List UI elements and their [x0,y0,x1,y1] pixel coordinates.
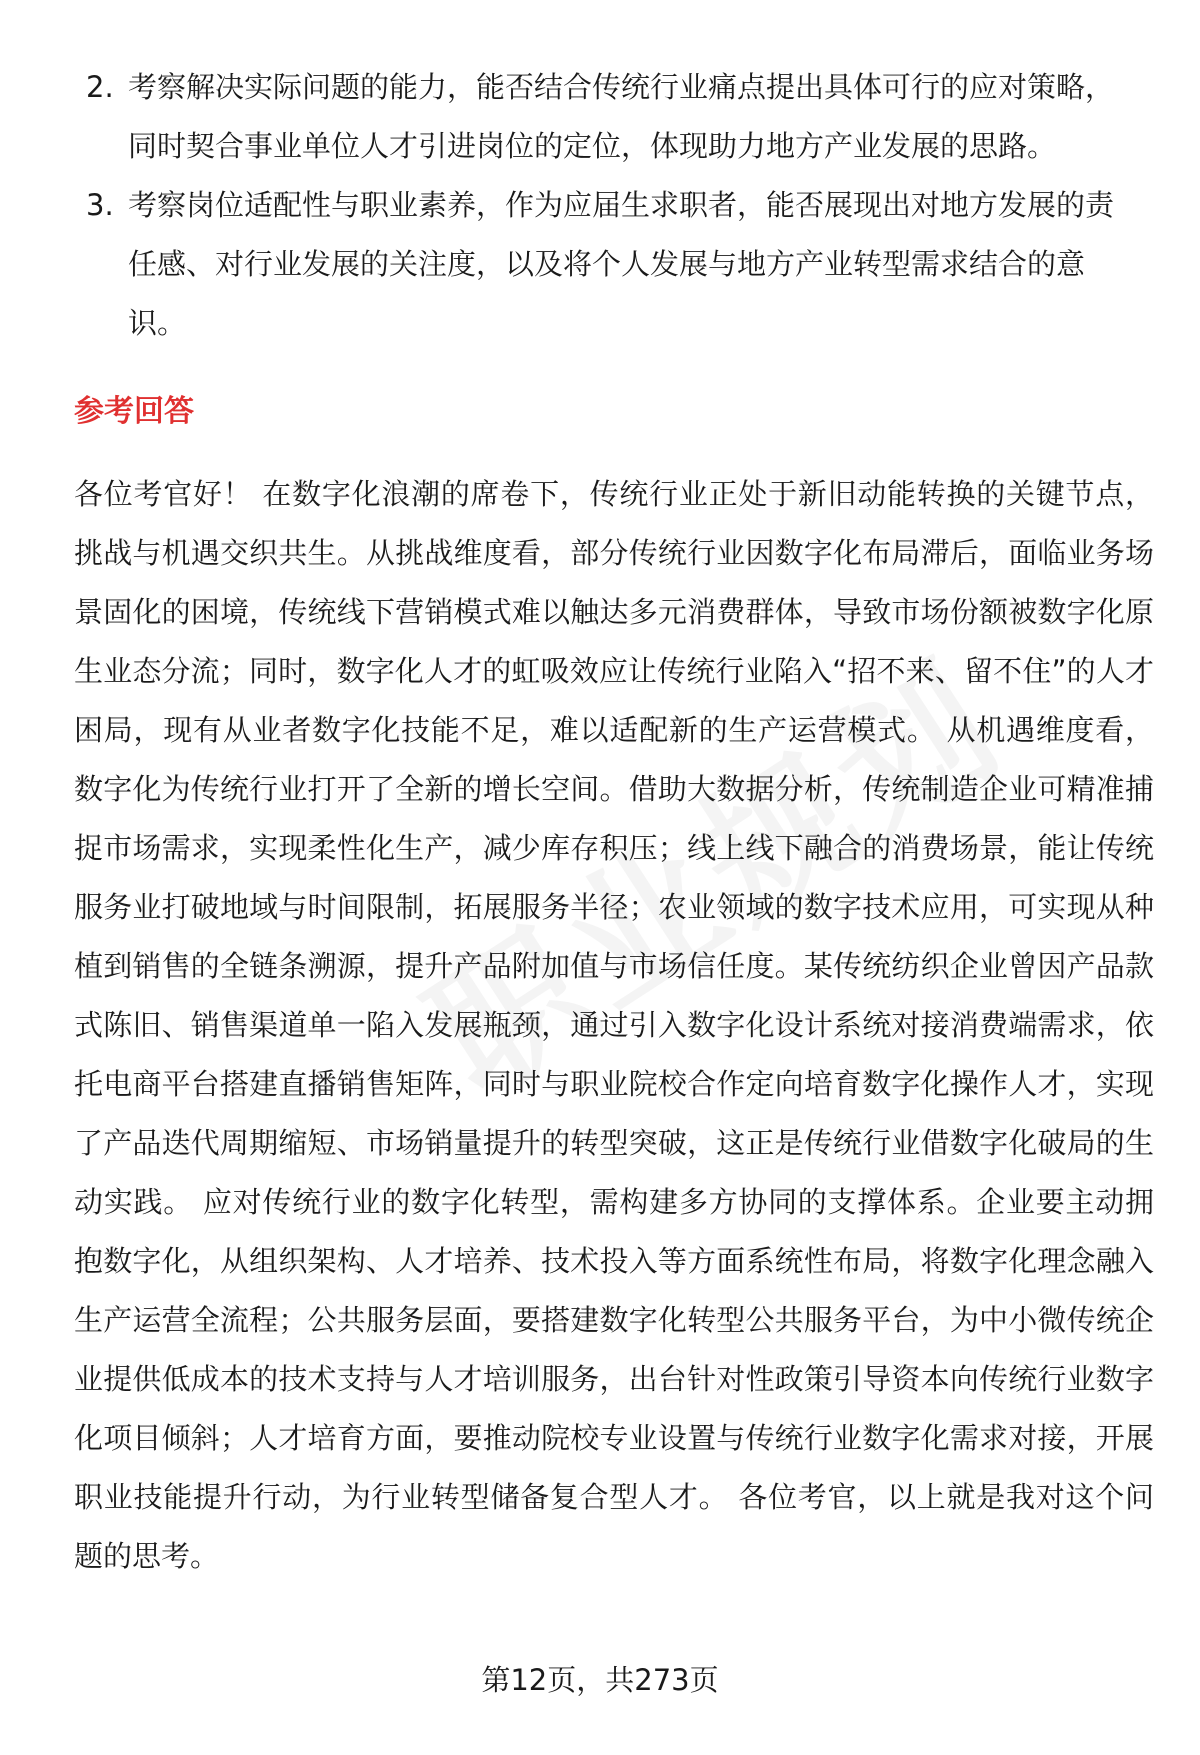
criteria-item [0,176,1200,353]
criteria-list [0,58,1200,353]
criteria-text: 考察岗位适配性与职业素养，作为应届生求职者，能否展现出对地方发展的责任感、对行业发展的关注度，以及将个人发展与地方产业转型需求结合的意识。 [128,188,1115,340]
section-title: 参考回答 [74,394,194,429]
criteria-item [0,58,1200,176]
page-number: 第12页，共273页 [481,1663,719,1697]
criteria-number: 3. [86,188,114,222]
criteria-number: 2. [86,70,114,104]
answer-paragraph: 各位考官好！ 在数字化浪潮的席卷下，传统行业正处于新旧动能转换的关键节点，挑战与机遇交织共生。从挑战维度看，部分传统行业因数字化布局滞后，面临业务场景固化的困境，传统线下营销模式难以触达多元消费群体，导致市场份额被数字化原生业态分流；同时，数字化人才的虹吸效应让传统行业陷入“招不来、留不住”的人才困局，现有从业者数字化技能不足，难以适配新的生产运营模式。 从机遇维度看，数字化为传统行业打开了全新的增长空间。借助大数据分析，传统制造企业可精准捕捉市场需求，实现柔性化生产，减少库存积压；线上线下融合的消费场景，能让传统服务业打破地域与时间限制，拓展服务半径；农业领域的数字技术应用，可实现从种植到销售的全链条溯源，提升产品附加值与市场信任度。某传统纺织企业曾因产品款式陈旧、销售渠道单一陷入发展瓶颈，通过引入数字化设计系统对接消费端需求，依托电商平台搭建直播销售矩阵，同时与职业院校合作定向培育数字化操作人才，实现了产品迭代周期缩短、市场销量提升的转型突破，这正是传统行业借数字化破局的生动实践。 应对传统行业的数字化转型，需构建多方协同的支撑体系。企业要主动拥抱数字化，从组织架构、人才培养、技术投入等方面系统性布局，将数字化理念融入生产运营全流程；公共服务层面，要搭建数字化转型公共服务平台，为中小微传统企业提供低成本的技术支持与人才培训服务，出台针对性政策引导资本向传统行业数字化项目倾斜；人才培育方面，要推动院校专业设置与传统行业数字化需求对接，开展职业技能提升行动，为行业转型储备复合型人才。 各位考官，以上就是我对这个问题的思考。 [74,477,1154,1573]
criteria-text: 考察解决实际问题的能力，能否结合传统行业痛点提出具体可行的应对策略，同时契合事业单位人才引进岗位的定位，体现助力地方产业发展的思路。 [128,70,1115,163]
